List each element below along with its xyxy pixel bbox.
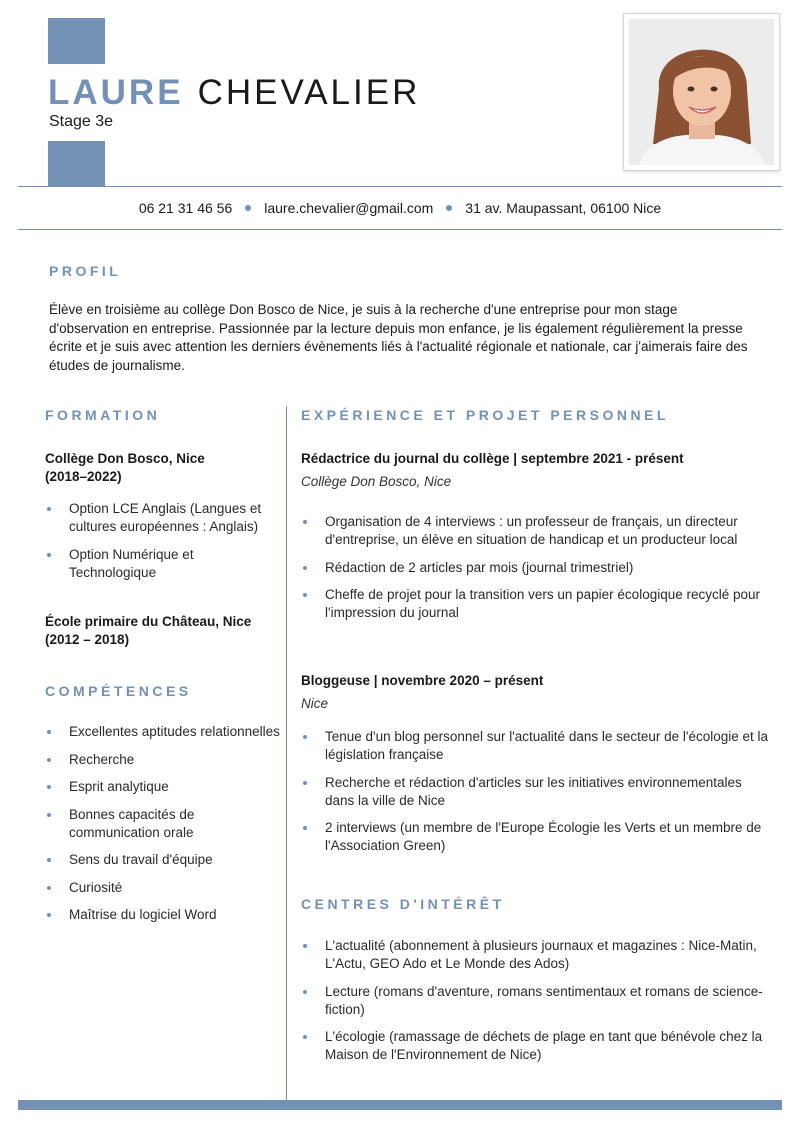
- phone-number: 06 21 31 46 56: [138, 200, 233, 216]
- list-item: Option LCE Anglais (Langues et cultures européennes : Anglais): [45, 500, 280, 536]
- school-name: Collège Don Bosco, Nice: [45, 451, 205, 466]
- cv-subtitle: Stage 3e: [49, 113, 114, 130]
- list-item: Organisation de 4 interviews : un professeur de français, un directeur d'entreprise, un élève en situation de handicap et un producteur local: [301, 513, 771, 549]
- list-item: Excellentes aptitudes relationnelles: [45, 723, 280, 741]
- experience-bullets: [301, 728, 771, 865]
- formation-entry-title: [45, 613, 251, 649]
- column-divider: [286, 406, 287, 1100]
- experience-place: Collège Don Bosco, Nice: [301, 474, 452, 489]
- list-item: Esprit analytique: [45, 778, 280, 796]
- list-item: 2 interviews (un membre de l'Europe Écologie les Verts et un membre de l'Association Green): [301, 819, 771, 855]
- accent-block-top: [48, 18, 105, 64]
- list-item: Bonnes capacités de communication orale: [45, 806, 280, 842]
- contact-bar: [0, 200, 800, 216]
- section-title-formation: FORMATION: [45, 407, 161, 423]
- section-title-interests: CENTRES D'INTÉRÊT: [301, 896, 505, 912]
- list-item: Cheffe de projet pour la transition vers un papier écologique recyclé pour l'impression du journal: [301, 586, 771, 622]
- first-name: LAURE: [48, 73, 184, 112]
- postal-address: 31 av. Maupassant, 06100 Nice: [465, 200, 662, 216]
- list-item: Recherche et rédaction d'articles sur les initiatives environnementales dans la ville de Nice: [301, 774, 771, 810]
- list-item: Sens du travail d'équipe: [45, 851, 280, 869]
- experience-title: Rédactrice du journal du collège | septembre 2021 - présent: [301, 451, 684, 466]
- list-item: Rédaction de 2 articles par mois (journal trimestriel): [301, 559, 771, 577]
- accent-block-bottom: [48, 141, 105, 187]
- formation-entry-title: [45, 450, 205, 486]
- skills-list: [45, 723, 280, 934]
- school-dates: (2018–2022): [45, 469, 122, 484]
- section-title-profil: PROFIL: [49, 263, 122, 279]
- experience-bullets: [301, 513, 771, 632]
- list-item: Tenue d'un blog personnel sur l'actualité dans le secteur de l'écologie et la législation française: [301, 728, 771, 764]
- section-title-experience: EXPÉRIENCE ET PROJET PERSONNEL: [301, 407, 669, 423]
- separator-dot: [245, 205, 251, 211]
- formation-options-list: [45, 500, 280, 591]
- experience-place: Nice: [301, 696, 329, 711]
- divider-bottom: [18, 229, 782, 230]
- section-title-competences: COMPÉTENCES: [45, 683, 192, 699]
- list-item: L'écologie (ramassage de déchets de plage en tant que bénévole chez la Maison de l'Environnement de Nice): [301, 1028, 771, 1064]
- list-item: L'actualité (abonnement à plusieurs journaux et magazines : Nice-Matin, L'Actu, GEO Ado et Le Monde des Ados): [301, 937, 771, 973]
- list-item: Option Numérique et Technologique: [45, 546, 280, 582]
- interests-list: [301, 937, 771, 1074]
- candidate-name: [48, 72, 420, 114]
- profile-text: Élève en troisième au collège Don Bosco de Nice, je suis à la recherche d'une entreprise pour mon stage d'observation en entreprise. Passionnée par la lecture depuis mon enfance, je lis également régulièrement la presse écrite et je suis avec attention les derniers évènements liés à l'actualité régionale et nationale, car j'aimerais faire des études de journalisme.: [49, 302, 748, 373]
- list-item: Lecture (romans d'aventure, romans sentimentaux et romans de science-fiction): [301, 983, 771, 1019]
- school-name: École primaire du Château, Nice: [45, 614, 252, 629]
- divider-top: [18, 186, 782, 187]
- list-item: Curiosité: [45, 879, 280, 897]
- email-address: laure.chevalier@gmail.com: [264, 200, 434, 216]
- last-name: CHEVALIER: [197, 73, 421, 112]
- footer-bar: [18, 1100, 782, 1110]
- experience-title: Bloggeuse | novembre 2020 – présent: [301, 673, 544, 688]
- separator-dot: [446, 205, 452, 211]
- list-item: Maîtrise du logiciel Word: [45, 906, 280, 924]
- list-item: Recherche: [45, 751, 280, 769]
- portrait-image: [629, 19, 774, 165]
- school-dates: (2012 – 2018): [45, 632, 130, 647]
- profile-photo: [623, 13, 780, 171]
